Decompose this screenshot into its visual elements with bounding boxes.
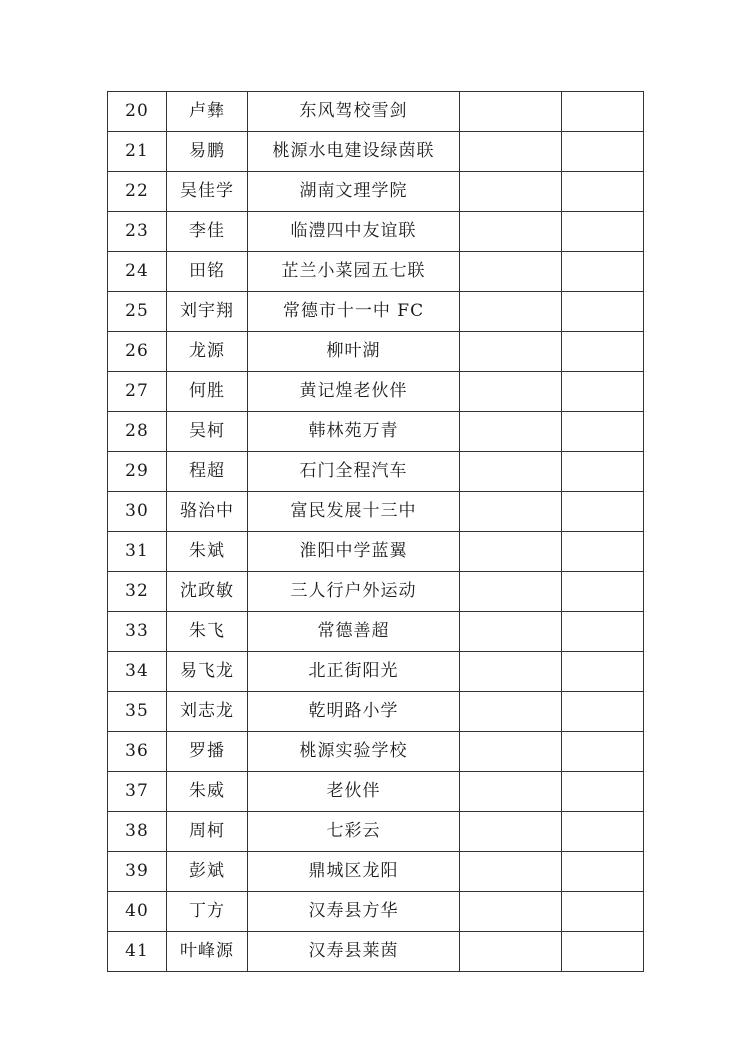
row-number-cell: 35: [108, 692, 167, 732]
empty-cell-1: [460, 692, 562, 732]
empty-cell-2: [562, 652, 644, 692]
team-name-cell: 乾明路小学: [248, 692, 460, 732]
empty-cell-1: [460, 172, 562, 212]
row-number-cell: 23: [108, 212, 167, 252]
team-name-cell: 汉寿县莱茵: [248, 932, 460, 972]
team-name-cell: 汉寿县方华: [248, 892, 460, 932]
team-name-cell: 湖南文理学院: [248, 172, 460, 212]
table-row: [108, 852, 644, 892]
player-name-cell: 刘宇翔: [167, 292, 248, 332]
empty-cell-1: [460, 932, 562, 972]
row-number-cell: 40: [108, 892, 167, 932]
team-name-cell: 柳叶湖: [248, 332, 460, 372]
empty-cell-2: [562, 852, 644, 892]
team-name-cell: 桃源实验学校: [248, 732, 460, 772]
row-number-cell: 26: [108, 332, 167, 372]
empty-cell-2: [562, 492, 644, 532]
row-number-cell: 25: [108, 292, 167, 332]
empty-cell-1: [460, 92, 562, 132]
table-row: [108, 452, 644, 492]
row-number-cell: 39: [108, 852, 167, 892]
team-name-cell: 老伙伴: [248, 772, 460, 812]
empty-cell-2: [562, 372, 644, 412]
empty-cell-1: [460, 572, 562, 612]
empty-cell-1: [460, 292, 562, 332]
row-number-cell: 22: [108, 172, 167, 212]
row-number-cell: 34: [108, 652, 167, 692]
row-number-cell: 28: [108, 412, 167, 452]
table-row: [108, 412, 644, 452]
player-name-cell: 李佳: [167, 212, 248, 252]
empty-cell-1: [460, 332, 562, 372]
team-name-cell: 东风驾校雪剑: [248, 92, 460, 132]
player-name-cell: 朱斌: [167, 532, 248, 572]
empty-cell-2: [562, 692, 644, 732]
player-name-cell: 何胜: [167, 372, 248, 412]
roster-table-body: [108, 92, 644, 972]
empty-cell-2: [562, 92, 644, 132]
empty-cell-2: [562, 292, 644, 332]
player-name-cell: 吴佳学: [167, 172, 248, 212]
team-name-cell: 鼎城区龙阳: [248, 852, 460, 892]
team-name-cell: 七彩云: [248, 812, 460, 852]
empty-cell-2: [562, 612, 644, 652]
empty-cell-1: [460, 652, 562, 692]
player-name-cell: 周柯: [167, 812, 248, 852]
row-number-cell: 20: [108, 92, 167, 132]
empty-cell-2: [562, 892, 644, 932]
table-row: [108, 132, 644, 172]
row-number-cell: 33: [108, 612, 167, 652]
team-name-cell: 芷兰小菜园五七联: [248, 252, 460, 292]
row-number-cell: 29: [108, 452, 167, 492]
row-number-cell: 37: [108, 772, 167, 812]
team-name-cell: 黄记煌老伙伴: [248, 372, 460, 412]
empty-cell-1: [460, 532, 562, 572]
empty-cell-1: [460, 772, 562, 812]
table-row: [108, 932, 644, 972]
table-row: [108, 372, 644, 412]
team-name-cell: 三人行户外运动: [248, 572, 460, 612]
empty-cell-2: [562, 132, 644, 172]
team-name-cell: 临澧四中友谊联: [248, 212, 460, 252]
player-name-cell: 龙源: [167, 332, 248, 372]
player-name-cell: 卢彝: [167, 92, 248, 132]
player-name-cell: 叶峰源: [167, 932, 248, 972]
empty-cell-1: [460, 132, 562, 172]
row-number-cell: 38: [108, 812, 167, 852]
empty-cell-2: [562, 732, 644, 772]
empty-cell-2: [562, 452, 644, 492]
player-name-cell: 朱飞: [167, 612, 248, 652]
empty-cell-1: [460, 212, 562, 252]
table-row: [108, 612, 644, 652]
row-number-cell: 27: [108, 372, 167, 412]
team-name-cell: 北正街阳光: [248, 652, 460, 692]
player-name-cell: 骆治中: [167, 492, 248, 532]
table-row: [108, 892, 644, 932]
row-number-cell: 41: [108, 932, 167, 972]
team-name-cell: 常德善超: [248, 612, 460, 652]
empty-cell-1: [460, 372, 562, 412]
empty-cell-2: [562, 212, 644, 252]
team-name-cell: 富民发展十三中: [248, 492, 460, 532]
player-name-cell: 沈政敏: [167, 572, 248, 612]
player-name-cell: 吴柯: [167, 412, 248, 452]
table-row: [108, 692, 644, 732]
table-row: [108, 292, 644, 332]
row-number-cell: 21: [108, 132, 167, 172]
table-row: [108, 172, 644, 212]
table-row: [108, 252, 644, 292]
empty-cell-1: [460, 452, 562, 492]
empty-cell-2: [562, 252, 644, 292]
empty-cell-1: [460, 412, 562, 452]
empty-cell-1: [460, 812, 562, 852]
player-name-cell: 易鹏: [167, 132, 248, 172]
player-name-cell: 田铭: [167, 252, 248, 292]
empty-cell-1: [460, 852, 562, 892]
empty-cell-2: [562, 332, 644, 372]
empty-cell-1: [460, 252, 562, 292]
empty-cell-2: [562, 772, 644, 812]
table-row: [108, 732, 644, 772]
roster-table: [107, 91, 644, 972]
player-name-cell: 易飞龙: [167, 652, 248, 692]
empty-cell-1: [460, 732, 562, 772]
row-number-cell: 32: [108, 572, 167, 612]
empty-cell-2: [562, 172, 644, 212]
table-row: [108, 492, 644, 532]
row-number-cell: 36: [108, 732, 167, 772]
table-row: [108, 812, 644, 852]
player-name-cell: 罗播: [167, 732, 248, 772]
empty-cell-1: [460, 612, 562, 652]
empty-cell-2: [562, 572, 644, 612]
empty-cell-1: [460, 492, 562, 532]
table-row: [108, 92, 644, 132]
empty-cell-1: [460, 892, 562, 932]
empty-cell-2: [562, 412, 644, 452]
team-name-cell: 石门全程汽车: [248, 452, 460, 492]
player-name-cell: 刘志龙: [167, 692, 248, 732]
row-number-cell: 24: [108, 252, 167, 292]
team-name-cell: 桃源水电建设绿茵联: [248, 132, 460, 172]
empty-cell-2: [562, 812, 644, 852]
player-name-cell: 程超: [167, 452, 248, 492]
player-name-cell: 丁方: [167, 892, 248, 932]
empty-cell-2: [562, 932, 644, 972]
table-row: [108, 772, 644, 812]
player-name-cell: 朱威: [167, 772, 248, 812]
table-row: [108, 332, 644, 372]
team-name-cell: 淮阳中学蓝翼: [248, 532, 460, 572]
table-row: [108, 532, 644, 572]
empty-cell-2: [562, 532, 644, 572]
player-name-cell: 彭斌: [167, 852, 248, 892]
table-row: [108, 212, 644, 252]
table-row: [108, 652, 644, 692]
team-name-cell: 常德市十一中 FC: [248, 292, 460, 332]
team-name-cell: 韩林苑万青: [248, 412, 460, 452]
row-number-cell: 31: [108, 532, 167, 572]
table-row: [108, 572, 644, 612]
row-number-cell: 30: [108, 492, 167, 532]
